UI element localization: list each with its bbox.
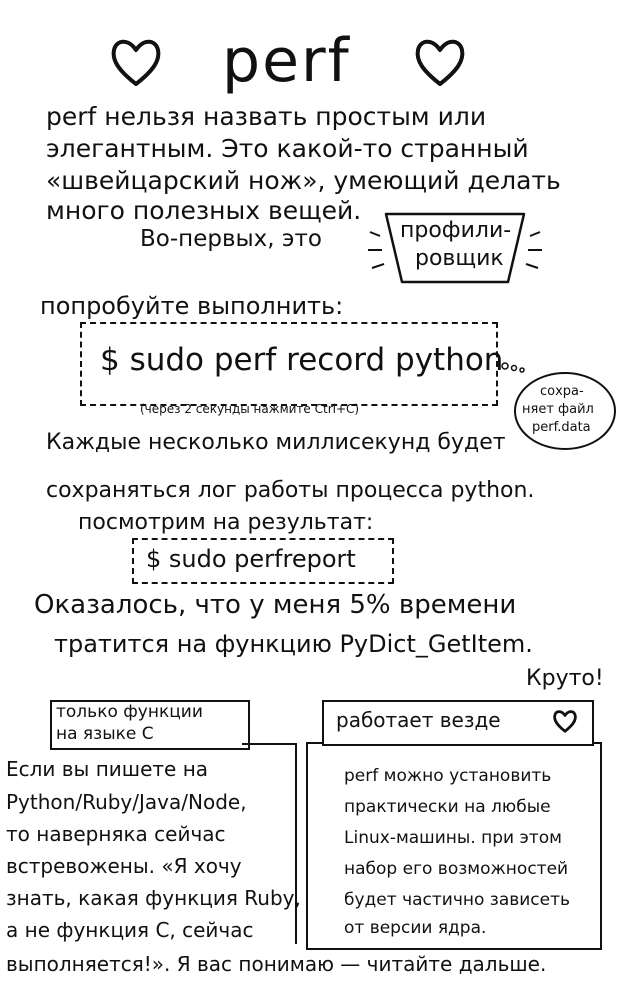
profiler-badge-line-2: ровщик — [415, 246, 504, 271]
intro-line-4: много полезных вещей. — [46, 196, 362, 225]
saves-note-line-3: perf.data — [532, 420, 591, 435]
record-command: $ sudo perf record python — [100, 342, 504, 378]
page-title: perf — [222, 26, 351, 96]
everywhere-line-4: набор его возможностей — [344, 859, 569, 879]
c-only-line-6: а не функция С, сейчас — [6, 918, 254, 942]
profiler-badge-line-1: профили- — [400, 218, 512, 243]
result-line-1: Оказалось, что у меня 5% времени — [34, 590, 517, 620]
heart-icon-right — [412, 34, 468, 90]
first-prefix: Во-первых, это — [140, 226, 322, 252]
intro-line-1: perf нельзя назвать простым или — [46, 102, 487, 131]
c-only-line-1: Если вы пишете на — [6, 757, 209, 781]
see-result-label: посмотрим на результат: — [78, 510, 374, 535]
saves-note-line-2: няет файл — [522, 402, 594, 417]
everywhere-line-5: будет частично зависеть — [344, 890, 571, 910]
c-only-line-4: встревожены. «Я хочу — [6, 854, 242, 878]
saves-note-line-1: сохра- — [540, 384, 584, 399]
try-label: попробуйте выполнить: — [40, 292, 344, 320]
result-line-2: тратится на функцию PyDict_GetItem. — [54, 630, 533, 658]
record-hint: (через 2 секунды нажмите Ctrl+C) — [140, 402, 360, 416]
everywhere-line-2: практически на любые — [344, 797, 551, 817]
c-only-line-5: знать, какая функция Ruby, — [6, 886, 301, 910]
heart-icon-left — [108, 34, 164, 90]
c-only-last-line: выполняется!». Я вас понимаю — читайте дальше. — [6, 952, 547, 976]
report-command: $ sudo perfreport — [146, 545, 356, 573]
c-only-line-3: то наверняка сейчас — [6, 822, 226, 846]
heart-icon-small — [552, 708, 578, 734]
c-only-label-line-2: на языке С — [56, 724, 154, 744]
c-only-label-line-1: только функции — [56, 702, 203, 722]
intro-line-2: элегантным. Это какой-то странный — [46, 134, 529, 163]
everywhere-line-3: Linux-машины. при этом — [344, 828, 562, 848]
explain-line-2: сохраняться лог работы процесса python. — [46, 478, 535, 503]
everywhere-line-6: от версии ядра. — [344, 918, 487, 938]
everywhere-line-1: perf можно установить — [344, 766, 552, 786]
result-exclaim: Круто! — [526, 666, 604, 691]
c-only-line-2: Python/Ruby/Java/Node, — [6, 790, 247, 814]
explain-line-1: Каждые несколько миллисекунд будет — [46, 430, 506, 455]
everywhere-header: работает везде — [336, 708, 501, 732]
intro-line-3: «швейцарский нож», умеющий делать — [46, 166, 561, 195]
